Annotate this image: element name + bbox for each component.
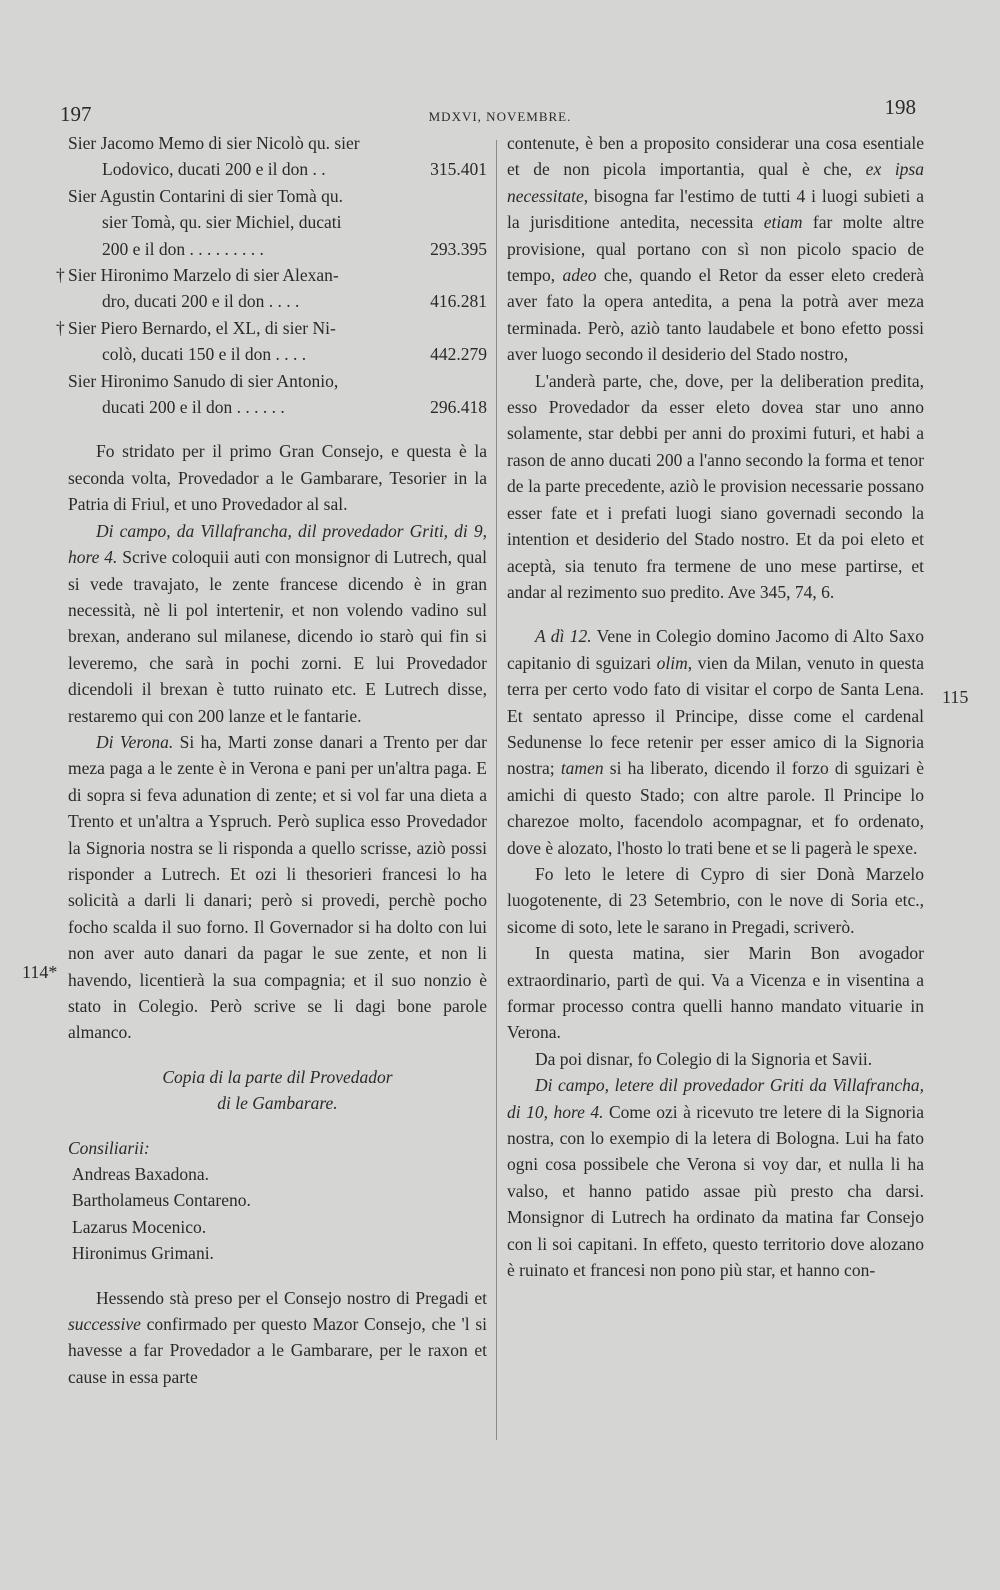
vote-count: 442.279 (430, 344, 487, 365)
paragraph-text: far molte altre provisione, qual portano con sì non picolo spacio de tempo, (507, 212, 924, 286)
paragraph (507, 1072, 924, 1283)
paragraph (507, 130, 924, 368)
ballot-entry (56, 262, 487, 315)
paragraph-text: contenute, è ben a proposito considerar una cosa esentiale et de non picola importantia, qual è che, (507, 133, 924, 180)
vote-count: 296.418 (430, 397, 487, 418)
ballot-entry (68, 368, 487, 421)
paragraph-text: , vien da Milan, venuto in questa terra per certo vodo fato di visitar el corpo de Santa Lena. Et sentato apresso il Principe, disse come el cardenal Sedunense lo fece retenir per esser amico di la Signoria nostra; (507, 652, 924, 779)
paragraph-text: Vene in Colegio domino Jacomo di Alto Saxo capitanio di sguizari (507, 626, 924, 673)
vote-count: 315.401 (430, 159, 487, 180)
italic-heading: Di campo, da Villafrancha, dil provedador Griti, di 9, hore 4. (68, 520, 487, 568)
list-item: Hironimus Grimani. (72, 1243, 214, 1264)
list-item: Lazarus Mocenico. (72, 1216, 207, 1237)
left-page-number: 197 (60, 102, 92, 126)
paragraph: Fo leto le letere di Cypro di sier Donà Marzelo luogotenente, di 23 Setembrio, con le nove di Soria etc., sicome di soto, lete le sarano in Pregadi, scriverò. (507, 863, 924, 937)
paragraph-text: si ha liberato, dicendo il forzo di sguizari è amichi di questo Stado; con altre parole. Il Principe lo charezoe molto, facendolo acompagnar, et fo ordenato, dove è alozato, l'hosto lo trati bene et se li pagerà le spexe. (507, 758, 924, 858)
entry-line: Lodovico, ducati 200 e il don . . (102, 159, 326, 180)
entry-line: 200 e il don . . . . . . . . . (102, 238, 264, 259)
entry-line: Sier Jacomo Memo di sier Nicolò qu. sier (68, 133, 360, 153)
list-item: Andreas Baxadona. (72, 1164, 210, 1185)
consiliarii-list (68, 1161, 487, 1267)
entry-line: Sier Hironimo Marzelo di sier Alexan- (68, 265, 339, 286)
paragraph-text: , bisogna far l'estimo de tutti 4 i luogi subieti a la jurisditione antedita, necessita (507, 185, 924, 233)
entry-line: sier Tomà, qu. sier Michiel, ducati (102, 212, 342, 233)
vote-count: 293.395 (430, 238, 487, 259)
italic-heading: Di Verona. (96, 731, 174, 752)
ballot-entry (56, 315, 487, 368)
ballot-entry (68, 183, 487, 262)
paragraph-text: Come ozi à ricevuto tre letere di la Signoria nostra, con lo exempio di la letera di Bologna. Lui ha fato ogni cosa possibele che Verona si voy dar, et nulla li ha valso, et hanno patido assae più presto cha darsi. Monsignor di Lutrech ha ordinato da matina far Consejo con li soi capitani. In effeto, questo territorio dove alozano è ruinato et francesi non pono più star, et hanno con- (507, 1101, 924, 1281)
entry-line: Sier Agustin Contarini di sier Tomà qu. (68, 185, 344, 206)
paragraph: In questa matina, sier Marin Bon avogador extraordinario, partì de qui. Va a Vicenza e in visentina a formar processo contra quelli hanno mandato vituarie in Verona. (507, 943, 924, 1043)
paragraph: L'anderà parte, che, dove, per la deliberation predita, esso Provedador da esser eleto dovea star uno anno solamente, star debbi per anni do proximi futuri, et habi a rason de anno ducati 200 a l'anno secondo la forma et tenor de la parte precedente, aziò le provision necessarie possano esser fate et i prefati luogi siano governadi secondo la intention et desiderio del Stado nostro. Et da poi eleto et aceptà, sia tenuto fra termene de uno mese partirse, et andar al rezimento suo predito. Ave 345, 74, 6. (507, 370, 924, 602)
paragraph (507, 623, 924, 861)
right-column (507, 130, 924, 1283)
spacer (68, 1046, 487, 1064)
paragraph (68, 1285, 487, 1391)
spacer (68, 1267, 487, 1285)
list-item: Bartholameus Contareno. (72, 1190, 251, 1211)
entry-line: Sier Piero Bernardo, el XL, di sier Ni- (68, 317, 336, 338)
vote-count: 416.281 (430, 291, 487, 312)
section-title: di le Gambarare. (217, 1093, 338, 1114)
italic-word: adeo (562, 265, 597, 286)
italic-heading: A dì 12. (535, 626, 592, 647)
ballot-entry (68, 130, 487, 183)
italic-word: olim (656, 652, 688, 673)
paragraph-text: confirmado per questo Mazor Consejo, che 'l si havesse a far Provedador a le Gambarare, per le raxon et cause in essa parte (68, 1314, 487, 1387)
spacer (507, 605, 924, 623)
paragraph: Fo stridato per il primo Gran Consejo, e questa è la seconda volta, Provedador a le Gambarare, Tesorier in la Patria di Friul, et uno Provedador al sal. (68, 441, 487, 515)
spacer (68, 1117, 487, 1135)
italic-heading: Di campo, letere dil provedador Griti da Villafrancha, di 10, hore 4. (507, 1075, 924, 1122)
entry-line: Sier Hironimo Sanudo di sier Antonio, (68, 370, 339, 391)
entry-line: ducati 200 e il don . . . . . . (102, 397, 285, 418)
margin-folio-right: 115 (942, 687, 969, 707)
running-header: MDXVI, NOVEMBRE. (428, 109, 572, 124)
left-column (56, 130, 487, 1390)
margin-folio-left: 114* (22, 962, 58, 982)
spacer (68, 420, 487, 438)
consiliarii-heading: Consiliarii: (68, 1137, 150, 1158)
italic-word: successive (68, 1314, 141, 1335)
italic-word: tamen (560, 758, 604, 779)
section-title: Copia di la parte dil Provedador (162, 1066, 393, 1087)
column-divider (496, 140, 497, 1440)
paragraph-text: Si ha, Marti zonse danari a Trento per dar meza paga a le zente è in Verona e pani per un'altra paga. E di sopra si feva adunation di zente; et si vol far una dieta a Trento et un'altra a Yspruch. Però suplica esso Provedador la Signoria nostra se li risponda a quello scrisse, aziò possi risponder a Lutrech. Et ozi li thesorieri francesi lo ha solicità a darli li danari; però si provedi, perchè pocho focho scalda il suo forno. Il Governador si ha dolto con lui non aver auto danari da pagar le sue zente, et non li havendo, licentierà la sua compagnia; et il suo nonzio è stato in Colegio. Però scrive se li dagi bone parole almanco. (68, 731, 487, 1043)
dagger-mark: † (56, 265, 65, 286)
paragraph (68, 518, 487, 729)
entry-line: dro, ducati 200 e il don . . . . (102, 291, 300, 312)
right-page-number: 198 (884, 95, 916, 119)
paragraph (68, 729, 487, 1046)
paragraph-text: Scrive coloquii auti con monsignor di Lutrech, qual si vede travajato, le zente francese dicendo è in gran necessità, nè li pol intertenir, et non volendo vadino sul brexan, anderano sul milanese, dicendo io starò qui fin si leveremo, che sarà in pochi zorni. E lui Provedador dicendoli il brexan è tutto ruinato etc. E Lutrech disse, restaremo qui con 200 lanze et le fantarie. (68, 547, 487, 726)
paragraph-text: che, quando el Retor da esser eleto crederà aver fato la opera antedita, a pena la potrà aver meza terminada. Però, aziò tanto laudabele et bono efetto possi aver luogo secondo il desiderio del Stado nostro, (507, 265, 925, 365)
paragraph-text: Hessendo stà preso per el Consejo nostro di Pregadi et (96, 1287, 487, 1308)
italic-word: etiam (763, 212, 803, 233)
dagger-mark: † (56, 317, 65, 338)
italic-word: ex ipsa necessitate (507, 159, 924, 206)
paragraph: Da poi disnar, fo Colegio di la Signoria et Savii. (535, 1048, 873, 1069)
entry-line: colò, ducati 150 e il don . . . . (102, 344, 307, 365)
